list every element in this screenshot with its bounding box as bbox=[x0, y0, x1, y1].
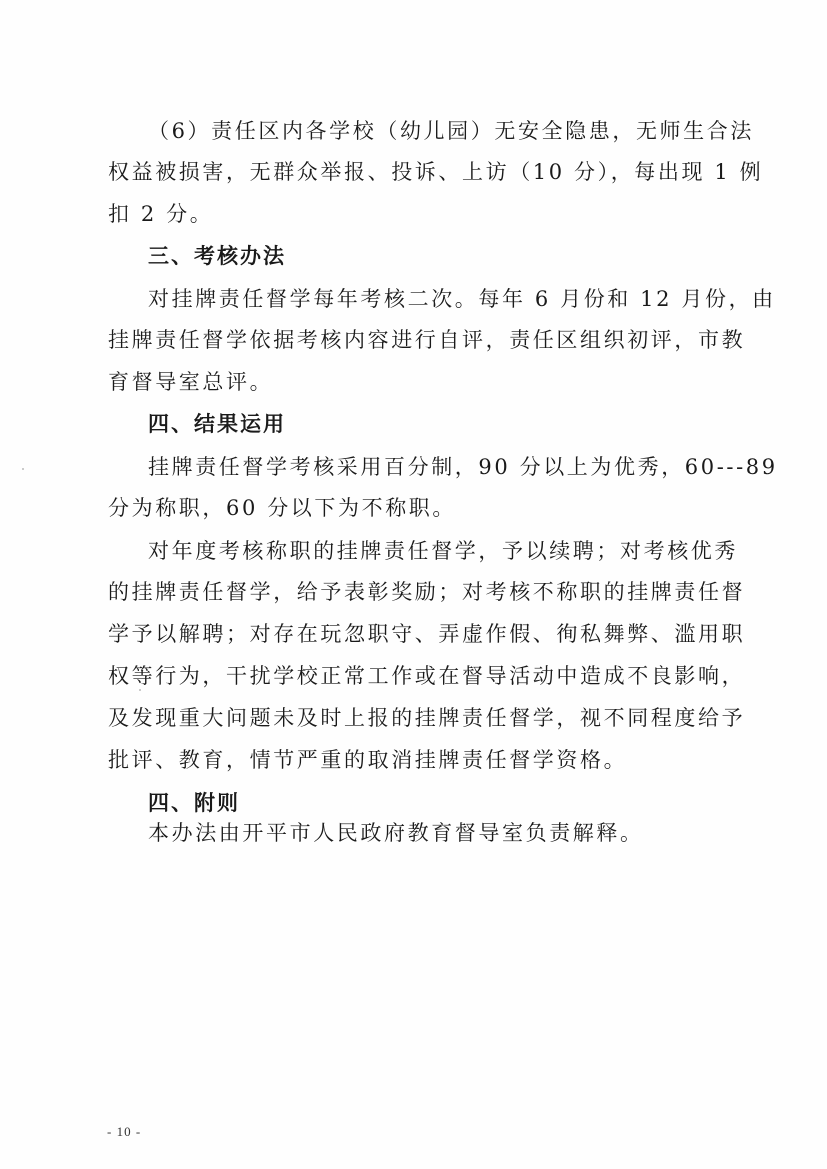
paragraph-scoring-line-2: 分为称职，60 分以下为不称职。 bbox=[108, 496, 456, 520]
section-heading-result-application: 四、结果运用 bbox=[148, 412, 286, 436]
paragraph-renewal-line-6: 批评、教育，情节严重的取消挂牌责任督学资格。 bbox=[108, 748, 628, 772]
paragraph-renewal-line-4: 权等行为，干扰学校正常工作或在督导活动中造成不良影响， bbox=[108, 664, 746, 688]
paragraph-renewal-line-1: 对年度考核称职的挂牌责任督学，予以续聘；对考核优秀 bbox=[148, 539, 738, 563]
paragraph-item-6-line-2: 权益被损害，无群众举报、投诉、上访（10 分），每出现 1 例 bbox=[108, 160, 764, 184]
paragraph-item-6-line-3: 扣 2 分。 bbox=[108, 202, 214, 226]
paragraph-renewal-line-3: 学予以解聘；对存在玩忽职守、弄虚作假、徇私舞弊、滥用职 bbox=[108, 622, 746, 646]
paragraph-assessment-line-1: 对挂牌责任督学每年考核二次。每年 6 月份和 12 月份，由 bbox=[148, 287, 776, 311]
page-number: - 10 - bbox=[107, 1124, 142, 1139]
paragraph-assessment-line-2: 挂牌责任督学依据考核内容进行自评，责任区组织初评，市教 bbox=[108, 328, 746, 352]
paragraph-interpretation: 本办法由开平市人民政府教育督导室负责解释。 bbox=[148, 821, 644, 845]
paragraph-renewal-line-2: 的挂牌责任督学，给予表彰奖励；对考核不称职的挂牌责任督 bbox=[108, 580, 746, 604]
scan-speck bbox=[139, 689, 141, 691]
paragraph-item-6-line-1: （6）责任区内各学校（幼儿园）无安全隐患，无师生合法 bbox=[148, 119, 754, 143]
scan-speck bbox=[22, 468, 24, 470]
paragraph-renewal-line-5: 及发现重大问题未及时上报的挂牌责任督学，视不同程度给予 bbox=[108, 706, 746, 730]
paragraph-scoring-line-1: 挂牌责任督学考核采用百分制，90 分以上为优秀，60---89 bbox=[148, 455, 778, 479]
section-heading-assessment-method: 三、考核办法 bbox=[148, 244, 286, 268]
section-heading-supplementary: 四、附则 bbox=[148, 791, 240, 815]
paragraph-assessment-line-3: 育督导室总评。 bbox=[108, 370, 274, 394]
